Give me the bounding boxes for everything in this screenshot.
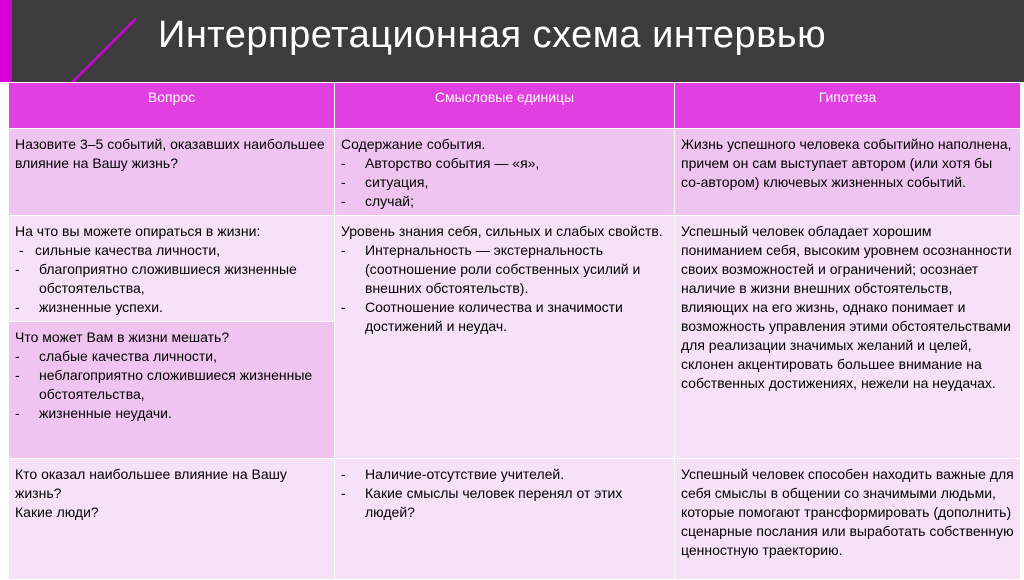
list-item: - слабые качества личности, (15, 348, 217, 364)
interview-scheme-table (8, 82, 1021, 580)
table-row (9, 459, 1021, 580)
hypothesis-cell (675, 459, 1021, 580)
list-item: - Интернальность — экстернальность (соотношение роли собственных усилий и внешних обстоятельств). (341, 242, 641, 296)
question-cell (9, 216, 335, 322)
list-item: - жизненные неудачи. (15, 405, 172, 421)
question-cell (9, 322, 335, 459)
list-item: - ситуация, (341, 174, 429, 190)
column-header-hypothesis: Гипотеза (675, 83, 1021, 129)
question-intro: Что может Вам в жизни мешать? (15, 329, 230, 345)
hypothesis-cell (675, 216, 1021, 459)
list-item: - Авторство события — «я», (341, 155, 540, 171)
column-header-meaning: Смысловые единицы (335, 83, 675, 129)
hypothesis-cell (675, 129, 1021, 216)
question-text: Назовите 3–5 событий, оказавших наибольшее влияние на Вашу жизнь? (15, 136, 325, 171)
meaning-intro: Уровень знания себя, сильных и слабых свойств. (341, 223, 663, 239)
question-cell (9, 459, 335, 580)
hypothesis-text: Успешный человек способен находить важные для себя смыслы в общении со значимыми людьми, которые помогают трансформировать (дополнить) сценарные послания или выработать собственную ценностную траекторию. (681, 466, 1014, 558)
meaning-cell (335, 459, 675, 580)
column-header-question: Вопрос (9, 83, 335, 129)
list-item: - сильные качества личности, (19, 242, 221, 258)
table-header-row (9, 83, 1021, 129)
slide-title: Интерпретационная схема интервью (158, 14, 827, 56)
list-item: - благоприятно сложившиеся жизненные обстоятельства, (15, 261, 297, 296)
question-cell (9, 129, 335, 216)
list-item: - случай; (341, 193, 414, 209)
question-text: Кто оказал наибольшее влияние на Вашу жизнь? (15, 466, 287, 501)
meaning-intro: Содержание события. (341, 136, 486, 152)
table-row (9, 216, 1021, 322)
meaning-cell (335, 216, 675, 459)
question-text: Какие люди? (15, 504, 99, 520)
list-item: - Соотношение количества и значимости достижений и неудач. (341, 299, 623, 334)
list-item: - Какие смыслы человек перенял от этих людей? (341, 485, 623, 520)
accent-diagonal (0, 0, 136, 82)
meaning-cell (335, 129, 675, 216)
slide-header (0, 0, 1024, 82)
hypothesis-text: Успешный человек обладает хорошим пониманием себя, высоким уровнем осознанности своих возможностей и ограничений; осознает наличие в жизни внешних обстоятельств, влияющих на его жизнь, однако понимает и возможность управления этими обстоятельствами для реализации значимых желаний и целей, склонен акцентировать большее внимание на собственных достижениях, нежели на неудачах. (681, 223, 1012, 391)
list-item: - жизненные успехи. (15, 299, 163, 315)
hypothesis-text: Жизнь успешного человека событийно наполнена, причем он сам выступает автором (или хотя бы со-автором) ключевых жизненных событий. (681, 136, 1012, 190)
list-item: - Наличие-отсутствие учителей. (341, 466, 565, 482)
list-item: - неблагоприятно сложившиеся жизненные обстоятельства, (15, 367, 313, 402)
question-intro: На что вы можете опираться в жизни: (15, 223, 261, 239)
table-row (9, 129, 1021, 216)
